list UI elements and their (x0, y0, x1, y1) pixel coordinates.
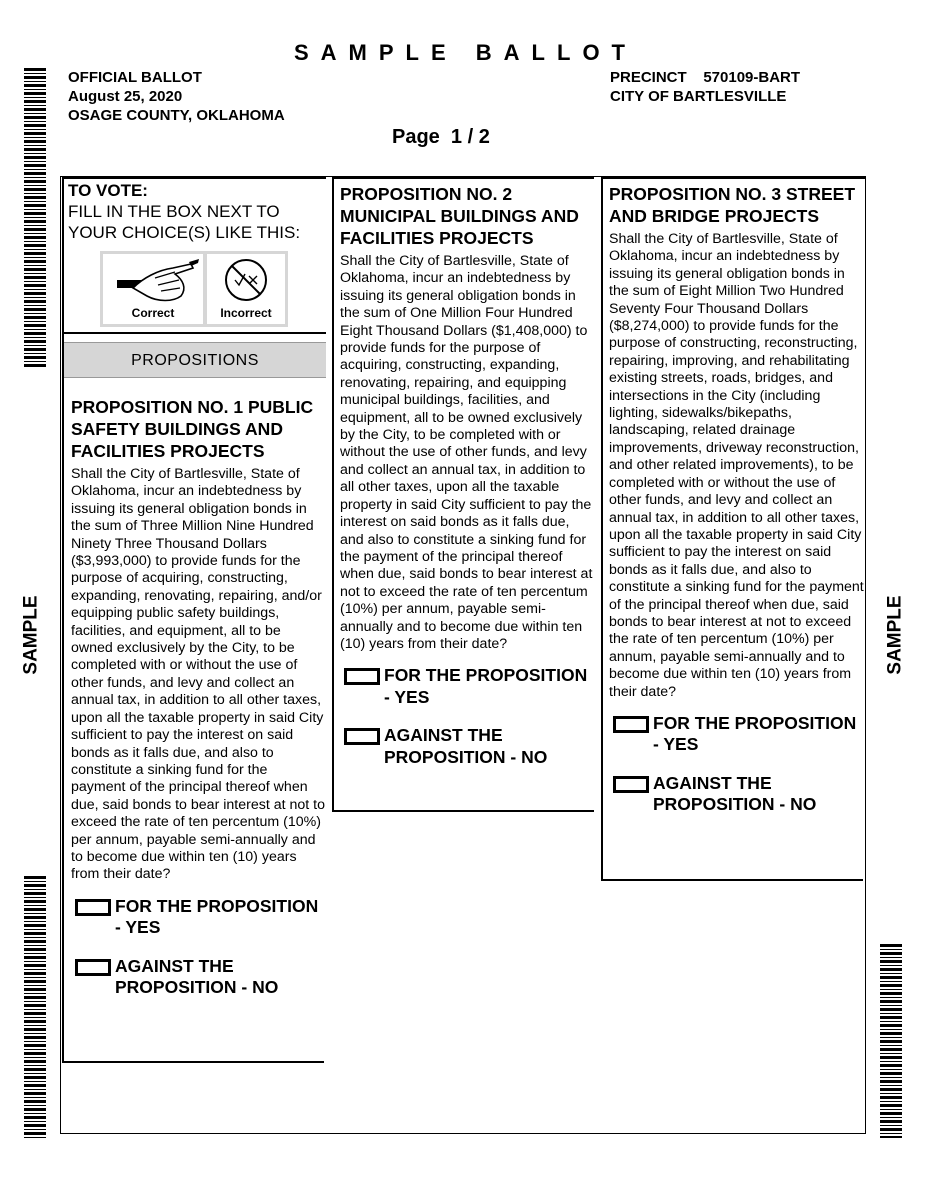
col3-topline (601, 176, 865, 179)
timing-marks-right-bottom (880, 944, 902, 1138)
choice-no-label: AGAINST THE PROPOSITION - NO (653, 772, 817, 815)
incorrect-label: Incorrect (220, 306, 272, 320)
proposition-body: Shall the City of Bartlesville, State of Oklahoma, incur an indebtedness by issuing its general obligation bonds in the sum of Three Million Nine Hundred Ninety Three Thousand Dollars ($3,993,000) to provide funds for the purpose of acquiring, constructing, expanding, renovating, repairing, and/or equipping public safety buildings, facilities, and equipment, all to be owned exclusively by the City, to be completed with or without the use of other funds, and levy and collect an annual tax, in addition to all other taxes, upon all the taxable property in said City sufficient to pay the interest on said bonds as it falls due, and also to constitute a sinking fund for the payment of the principal thereof when due, said bonds to bear interest at not to exceed the rate of ten percentum (10%) per annum, payable semi-annually and to become due within ten (10) years from their date? (71, 466, 325, 883)
choice-no[interactable] (340, 725, 596, 768)
choice-no-label: AGAINST THE PROPOSITION - NO (115, 955, 279, 998)
col3-left-line (601, 176, 603, 879)
col1-left-line (62, 176, 64, 1061)
side-label-right: SAMPLE (884, 595, 906, 675)
ballot-info (68, 68, 285, 125)
vote-box-no[interactable] (613, 776, 649, 793)
incorrect-mark-icon (207, 256, 285, 306)
col2-bottomline (332, 810, 594, 812)
hand-pen-icon (103, 258, 203, 308)
choice-yes[interactable] (340, 665, 596, 708)
precinct-label: PRECINCT 570109-BART (610, 69, 801, 86)
choice-yes[interactable] (71, 896, 325, 939)
choice-no[interactable] (71, 956, 325, 999)
instructions-divider (62, 332, 326, 334)
correct-example (103, 254, 203, 324)
timing-marks-left-top (24, 68, 46, 368)
proposition-2 (340, 183, 596, 768)
choice-yes[interactable] (609, 713, 865, 756)
vote-box-no[interactable] (75, 959, 111, 976)
election-date: August 25, 2020 (68, 88, 183, 105)
vote-box-no[interactable] (344, 728, 380, 745)
col3-bottomline (601, 879, 863, 881)
official-ballot-label: OFFICIAL BALLOT (68, 69, 202, 86)
vote-box-yes[interactable] (344, 668, 380, 685)
correct-label: Correct (131, 306, 175, 320)
choice-yes-label: FOR THE PROPOSITION - YES (115, 895, 319, 938)
vote-box-yes[interactable] (613, 716, 649, 733)
proposition-1 (71, 396, 325, 999)
marking-example (100, 251, 288, 327)
page-number: Page 1 / 2 (392, 126, 490, 148)
instructions-text: FILL IN THE BOX NEXT TO YOUR CHOICE(S) LIKE THIS: (68, 202, 301, 242)
section-header: PROPOSITIONS (64, 342, 326, 378)
county-label: OSAGE COUNTY, OKLAHOMA (68, 107, 285, 124)
city-label: CITY OF BARTLESVILLE (610, 88, 787, 105)
choice-yes-label: FOR THE PROPOSITION - YES (653, 712, 857, 755)
column-1 (68, 178, 326, 243)
instructions-title: TO VOTE: (68, 181, 148, 200)
proposition-3 (609, 183, 865, 816)
proposition-title: PROPOSITION NO. 2 MUNICIPAL BUILDINGS AND FACILITIES PROJECTS (340, 184, 579, 248)
proposition-body: Shall the City of Bartlesville, State of Oklahoma, incur an indebtedness by issuing its general obligation bonds in the sum of One Million Four Hundred Eight Thousand Dollars ($1,408,000) to provide funds for the purpose of acquiring, constructing, expanding, renovating, repairing, and equipping municipal buildings, facilities, and equipment, all to be owned exclusively by the City, to be completed with or without the use of other funds, and levy and collect an annual tax, in addition to all other taxes, upon all the taxable property in said City sufficient to pay the interest on said bonds as it falls due, and also to constitute a sinking fund for the payment of the principal thereof when due, said bonds to bear interest at not to exceed the rate of ten percentum (10%) per annum, payable semi-annually and to become due within ten (10) years from their date? (340, 253, 593, 652)
choice-no-label: AGAINST THE PROPOSITION - NO (384, 725, 548, 767)
incorrect-example (207, 254, 285, 324)
precinct-info (610, 68, 800, 106)
col1-bottomline (62, 1061, 324, 1063)
proposition-title: PROPOSITION NO. 1 PUBLIC SAFETY BUILDINGS AND FACILITIES PROJECTS (71, 397, 314, 461)
col2-topline (332, 176, 594, 179)
choice-no[interactable] (609, 773, 865, 816)
proposition-title: PROPOSITION NO. 3 STREET AND BRIDGE PROJECTS (609, 184, 856, 226)
proposition-body: Shall the City of Bartlesville, State of Oklahoma, incur an indebtedness by issuing its general obligation bonds in the sum of Eight Million Two Hundred Seventy Four Thousand Dollars ($8,274,000) to provide funds for the purpose of constructing, reconstructing, repairing, improving, and rehabilitating existing streets, roads, bridges, and intersections in the City (including lighting, sidewalks/bikepaths, landscaping, related drainage improvements, driveway reconstruction, and other related improvements), to be completed with or without the use of other funds, and levy and collect an annual tax, in addition to all other taxes, upon all the taxable property in said City sufficient to pay the interest on said bonds as it falls due, and also to constitute a sinking fund for the payment of the principal thereof when due, said bonds to bear interest at not to exceed the rate of ten percentum (10%) per annum, payable semi-annually and to become due within ten (10) years from their date? (609, 231, 864, 700)
choice-yes-label: FOR THE PROPOSITION - YES (384, 665, 588, 707)
timing-marks-left-bottom (24, 876, 46, 1138)
side-label-left: SAMPLE (20, 595, 42, 675)
vote-box-yes[interactable] (75, 899, 111, 916)
ballot-title: SAMPLE BALLOT (294, 40, 637, 65)
col2-left-line (332, 176, 334, 810)
